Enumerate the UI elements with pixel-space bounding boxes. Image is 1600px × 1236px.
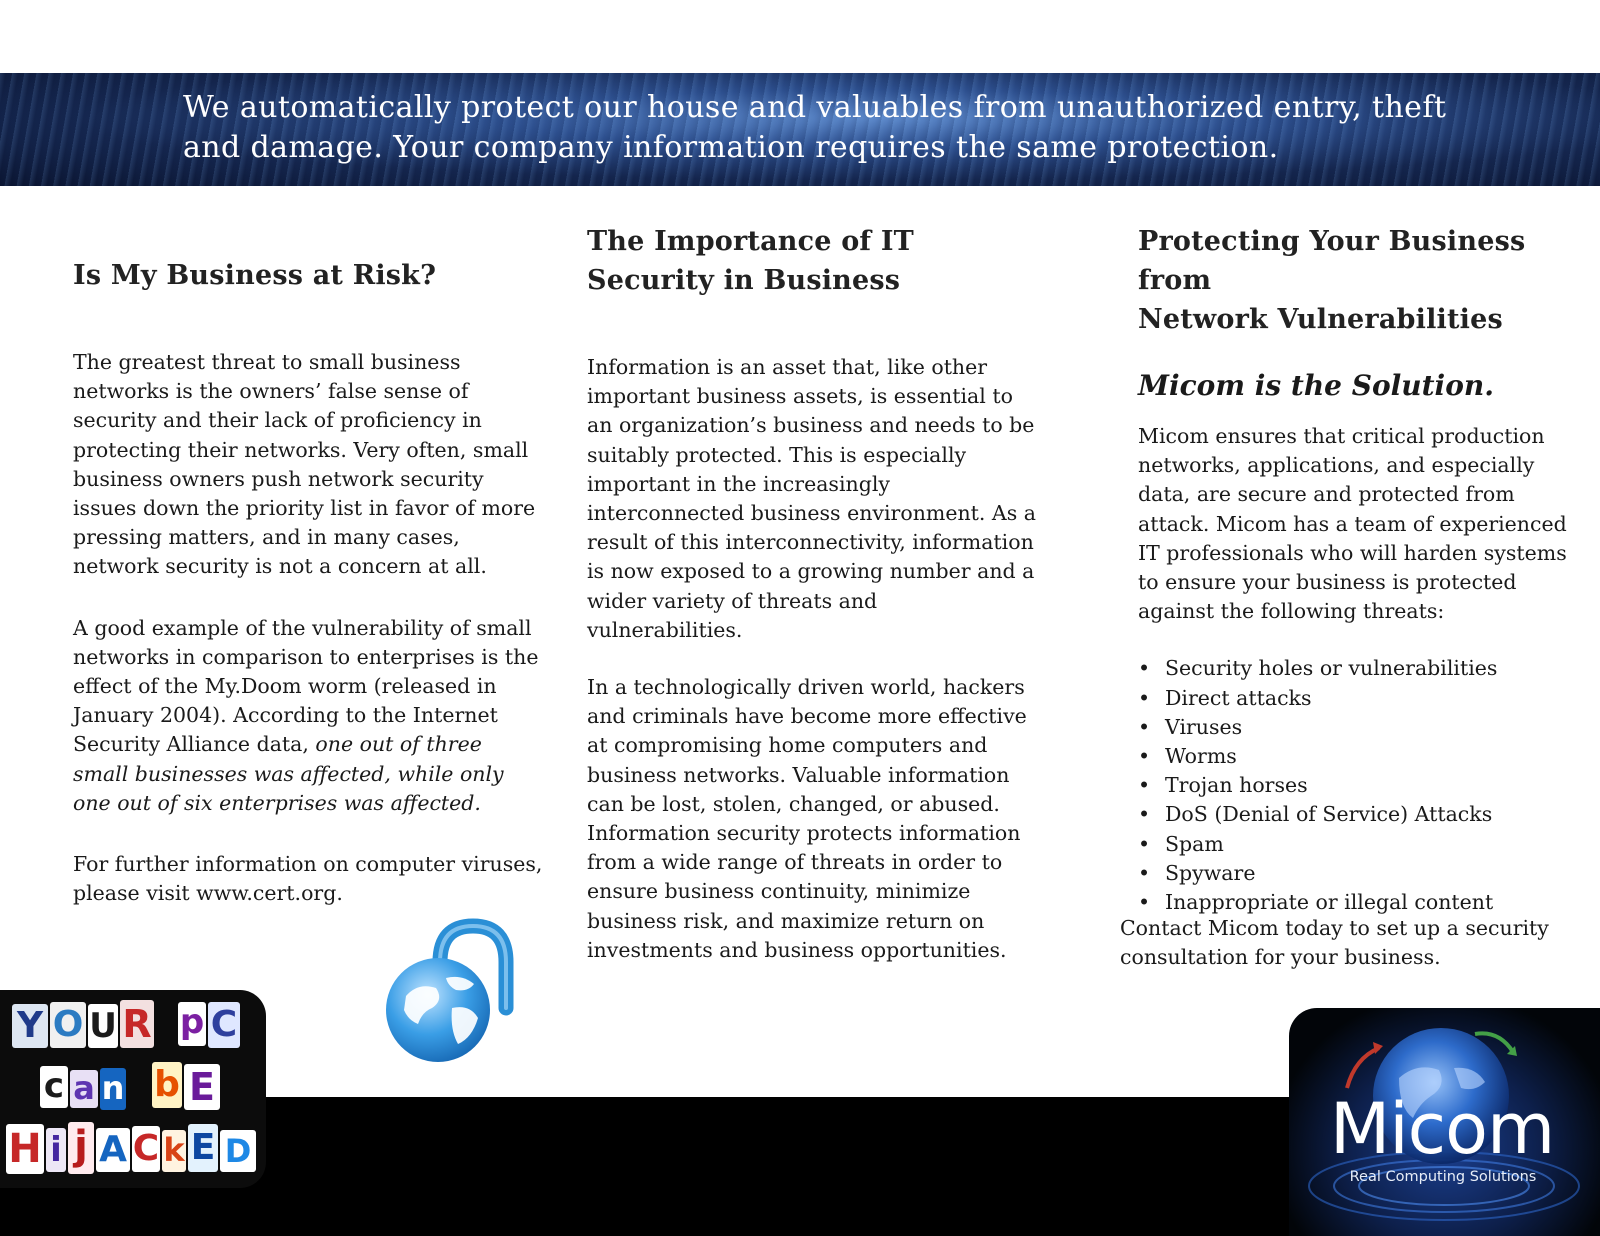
hijack-letter: n xyxy=(100,1068,126,1110)
micom-logo-name: Micom xyxy=(1329,1088,1555,1170)
solution-tagline: Micom is the Solution. xyxy=(1138,369,1494,402)
threat-item: • Worms xyxy=(1138,742,1588,771)
hijack-letter: A xyxy=(96,1128,130,1172)
hijack-letter: O xyxy=(50,1002,86,1048)
micom-logo-tagline: Real Computing Solutions xyxy=(1349,1169,1537,1185)
banner-line-1: We automatically protect our house and valuables from unauthorized entry, theft xyxy=(183,90,1447,125)
heading-risk: Is My Business at Risk? xyxy=(73,260,437,291)
threat-item: • Viruses xyxy=(1138,713,1588,742)
hijack-letter: p xyxy=(178,1002,206,1046)
threat-item: • Direct attacks xyxy=(1138,684,1588,713)
hijack-letter: b xyxy=(152,1062,182,1108)
hijack-letter: j xyxy=(68,1122,94,1174)
column-protecting xyxy=(1138,222,1588,917)
hijack-letter: a xyxy=(70,1070,98,1108)
hijack-letter: C xyxy=(208,1002,240,1048)
hijack-letter: U xyxy=(89,1006,117,1046)
heading-importance-line-2: Security in Business xyxy=(587,265,901,296)
risk-paragraph-1: The greatest threat to small business networks is the owners’ false sense of security and their lack of proficiency in protecting their networks. Very often, small business owners push network security issues down the priority list in favor of more pressing matters, and in many cases, network security is not a concern at all. xyxy=(73,350,536,579)
importance-paragraph-2: In a technologically driven world, hackers and criminals have become more effective at compromising home computers and business networks. Valuable information can be lost, stolen, changed, or abused. Information security protects information from a wide range of threats in order to ensure business continuity, minimize business risk, and maximize return on investments and business opportunities. xyxy=(587,675,1027,962)
hijack-letter: k xyxy=(162,1130,186,1172)
risk-paragraph-2 xyxy=(73,614,543,818)
hijack-letter: E xyxy=(184,1064,220,1110)
threat-item: • Inappropriate or illegal content xyxy=(1138,888,1588,917)
risk-paragraph-3: For further information on computer viruses, please visit www.cert.org. xyxy=(73,852,543,906)
contact-text: Contact Micom today to set up a security consultation for your business. xyxy=(1120,916,1549,970)
risk-paragraph-2-text: A good example of the vulnerability of small networks in comparison to enterprises is the effect of the My.Doom worm (released in January 2004). According to the Internet Security Alliance data, xyxy=(73,615,539,757)
threat-item: • Trojan horses xyxy=(1138,771,1588,800)
hijack-row-1 xyxy=(0,998,266,1058)
hijack-letter: H xyxy=(6,1124,44,1174)
threat-item: • Spam xyxy=(1138,830,1588,859)
hijack-letter: D xyxy=(220,1130,256,1172)
heading-protecting-line-2: Network Vulnerabilities xyxy=(1138,304,1503,335)
banner-line-2: and damage. Your company information requires the same protection. xyxy=(183,130,1279,165)
importance-paragraph-1: Information is an asset that, like other important business assets, is essential to an organization’s business and needs to be suitably protected. This is especially important in the increasingly interconnected business environment. As a result of this interconnectivity, information is now exposed to a growing number and a wider variety of threats and vulnerabilities. xyxy=(587,355,1036,642)
threat-item: • DoS (Denial of Service) Attacks xyxy=(1138,800,1588,829)
heading-importance xyxy=(587,222,1037,300)
heading-importance-line-1: The Importance of IT xyxy=(587,226,914,257)
protecting-paragraph: Micom ensures that critical production networks, applications, and especially data, are secure and protected from attack. Micom has a team of experienced IT professionals who will harden systems to ensure your business is protected against the following threats: xyxy=(1138,424,1567,624)
risk-paragraph-2-italic: one out of three small businesses was affected, while only one out of six enterprises was affected. xyxy=(73,732,504,815)
threat-item: • Spyware xyxy=(1138,859,1588,888)
hijack-letter: C xyxy=(132,1126,160,1172)
hijack-letter: E xyxy=(188,1124,218,1172)
lock-globe-icon xyxy=(378,912,514,1064)
threat-list xyxy=(1138,654,1588,917)
hijack-row-2 xyxy=(0,1060,266,1120)
header-banner xyxy=(0,73,1600,186)
hijack-letter: c xyxy=(40,1066,68,1108)
hijack-row-3 xyxy=(0,1120,266,1180)
micom-logo xyxy=(1289,1008,1600,1236)
hijack-graphic xyxy=(0,990,266,1188)
threat-item: • Security holes or vulnerabilities xyxy=(1138,654,1588,683)
hijack-letter: Y xyxy=(12,1004,48,1048)
column-risk xyxy=(73,256,543,908)
hijack-letter: i xyxy=(46,1128,66,1172)
column-importance xyxy=(587,222,1037,965)
hijack-letter: R xyxy=(120,1000,154,1048)
heading-protecting-line-1: Protecting Your Business from xyxy=(1138,226,1526,296)
heading-protecting xyxy=(1138,222,1588,339)
banner-text xyxy=(183,88,1543,168)
